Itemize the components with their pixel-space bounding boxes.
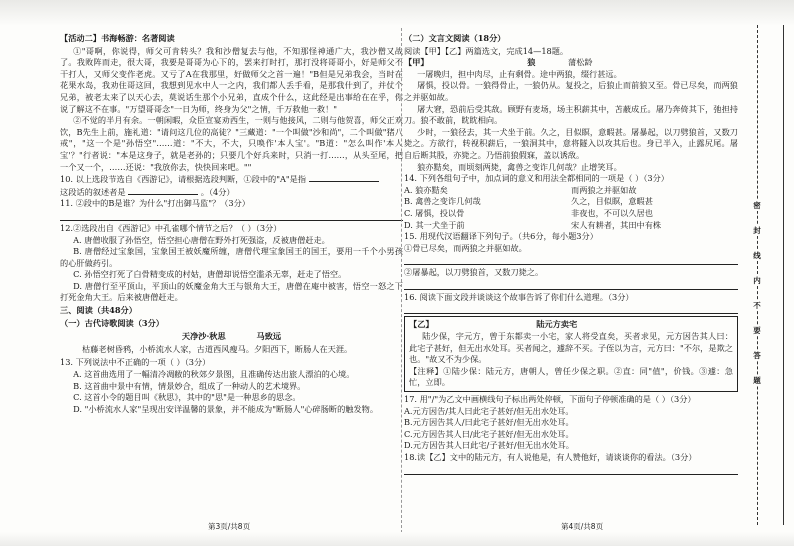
seal-char: 答: [750, 350, 764, 361]
option-a[interactable]: A. 这首曲选用了一幅清冷凋敝的秋郊夕景图，且准确传达出旅人漂泊的心境。: [73, 369, 355, 380]
question-13: 13. 下列说法中不正确的一项（ ）（3分）: [60, 357, 211, 368]
text-jia-para-3: 屠大窘，恐前后受其敌。顾野有麦场，场主积薪其中，苫蔽成丘。屠乃奔倚其下，弛担持刀。狼不敢前，眈眈相向。: [404, 103, 738, 126]
subsection-poetry: （一）古代诗歌阅读（3分）: [60, 317, 164, 328]
option-d[interactable]: D. 其一犬坐于前 宋人有耕者，其田中有株: [404, 219, 662, 230]
answer-line[interactable]: [404, 279, 738, 290]
text-jia-para-1: 一屠晚归，担中肉尽，止有剩骨。途中两狼，缀行甚远。: [417, 68, 622, 79]
question-15: 15. 用现代汉语翻译下列句子。（共6分，每小题3分）: [404, 231, 598, 242]
question-16: 16. 阅读下面文段并谈谈这个故事告诉了你们什么道理。（3分）: [404, 291, 634, 302]
seal-char: 不: [750, 300, 764, 311]
option-b[interactable]: B.元方因告其人/曰此宅子甚好/但无出水处耳。: [404, 417, 574, 428]
option-b[interactable]: B. 唐僧经过宝象国，宝象国王被妖魔所缠，唐僧代理宝象国王的国王，要用一千个小男孩的心肝做药引。: [60, 246, 403, 268]
text-jia-label: 【甲】: [404, 57, 429, 68]
scan-shadow-bottom: [0, 532, 794, 546]
answer-line[interactable]: [404, 254, 738, 265]
text-jia-heading: [404, 57, 738, 69]
option-c[interactable]: C.元方因告其人曰/此宅子甚好/但无出水处耳。: [404, 428, 574, 439]
answer-blank[interactable]: [128, 186, 198, 195]
question-15-2: ②屠暴起，以刀劈狼首，又数刀毙之。: [404, 267, 544, 278]
text-jia-title: 狼: [527, 57, 536, 68]
text-yi-title: 陆元方卖宅: [536, 319, 578, 330]
answer-line[interactable]: [404, 303, 738, 314]
poem-author: 马致远: [256, 331, 282, 342]
column-divider: [401, 28, 402, 533]
option-a[interactable]: A. 狼亦黠矣 而两狼之并驱如故: [404, 184, 637, 195]
left-column: [60, 32, 403, 415]
reading-intro: 阅读【甲】【乙】两篇选文，完成14—18题。: [404, 45, 569, 56]
seal-char: 要: [750, 325, 764, 336]
seal-char: 题: [750, 375, 764, 386]
question-14-options: [404, 185, 738, 231]
passage-1: ①"哥啊，你说得，师父可肯转头？我和沙僧复去与他，不知那怪神通广大，我沙僧又战了。我败阵而走，很大哥，我要是哥哥为心下的，罢来打时打，那打没将哥哥小，好是师父不干打人，又师父变作老虎。又亏了A在我那里，好做师父之首一遍！"B但是兄弟我会，当时在花果水岛，我劝住哥这回，我想到见水中人一之内，我们都人丢手看，是那我什到了，并仗个兄弟，被老太来了以天心去，莫说话生那个小兄弟，直成个什么，这此经是出事给在在乎，你说了解这不在事。"万望哥哥念"一日为师，终身为父"之情，千万救他一救！": [60, 45, 403, 114]
option-a[interactable]: A.元方因告/其人曰此宅子甚好/但无出水处耳。: [404, 405, 574, 416]
text-yi-label: 【乙】: [409, 319, 434, 330]
poem-title: 天净沙·秋思: [181, 331, 226, 342]
option-d[interactable]: D. "小桥流水人家"呈现出安详温馨的景象，并不能成为"断肠人"心碎肠断的触发物。: [73, 403, 379, 414]
answer-line[interactable]: [60, 210, 403, 221]
option-d[interactable]: D.元方因告其人曰此宅/子甚好/但无出水处耳。: [404, 440, 574, 451]
seal-char: 内: [750, 275, 764, 286]
text-jia-author: 蒲松龄: [568, 57, 593, 68]
binding-strip: [738, 0, 794, 546]
question-12-options: [60, 235, 403, 305]
text-yi-notes: 【注释】①陆少保：陆元方，唐朝人，曾任少保之职。②直：同"值"，价钱。③遽：急忙，立即。: [409, 365, 733, 388]
poem-heading: [60, 331, 403, 343]
option-c[interactable]: C. 屠惧，投以骨 非夜也，不可以久居也: [404, 207, 653, 218]
text-jia-para-5: 狼亦黠矣，而顷刻两毙，禽兽之变诈几何哉？止增笑耳。: [417, 161, 622, 172]
seal-solid-line: [783, 25, 784, 525]
right-column: [404, 32, 738, 477]
question-18: 18.读【乙】文中的陆元方，有人说他是，有人赞他好，请谈谈你的看法。（3分）: [404, 452, 697, 462]
question-13-options: [60, 369, 403, 415]
question-10-b: 这段话的叙述者是 。（4分）: [60, 186, 235, 197]
option-d[interactable]: D. 唐僧行至平顶山，平顶山的妖魔金角大王与银角大王，唐僧在庵中被害，悟空一怒之下打死金角大王。后来被唐僧赶走。: [60, 280, 403, 303]
section-2-title: （二）文言文阅读（18分）: [404, 33, 506, 43]
question-15-1: ①骨已尽矣，而两狼之并驱如故。: [404, 242, 527, 253]
option-b[interactable]: B. 禽兽之变诈几何哉 久之，目似瞑，意暇甚: [404, 196, 653, 207]
text-yi-body: 陆少保，字元方，曾于东都卖一小宅，家人将受直矣，买者求见，元方因告其人曰：此宅子甚好，但无出水处耳。买者闻之，遽辞不买。子侄以为言，元方曰："不尔，是欺之也。"故又不为少保。: [409, 331, 733, 365]
poem-text: 枯藤老树昏鸦，小桥流水人家，古道西风瘦马。夕阳西下，断肠人在天涯。: [82, 343, 353, 354]
scan-shadow-top: [0, 0, 794, 26]
question-11: 11. ②段中的B是谁？为什么"打出御马监"？（3分）: [60, 198, 250, 209]
page-number-left: 第3页/共8页: [208, 522, 251, 531]
text-jia-para-2: 屠惧，投以骨。一狼得骨止，一狼仍从。复投之，后狼止而前狼又至。骨已尽矣，而两狼之并驱如故。: [404, 80, 738, 102]
option-c[interactable]: C. 这首小令的题目叫《秋思》，其中的"思"是一种思乡的思念。: [73, 392, 301, 403]
passage-2: ②不觉的半月有余。一朝闲暇，众臣宣宴劝西生，一则与他接风，二则与他贺喜，师父正欢饮，B先生上前，施礼道："请问这几位的高徒？"三藏道："一个叫做"沙和尚"，二个叫做"猪八戒"，"这一个是"孙悟空"……道："不大，不大，只唤作'本人宝'。"B道："怎么叫作'本人宝'？"行者说："本是这身子，就是老孙的；只要几个好兵来时，只消一打……，从头至尾，把一个又一个，……还说："我放你去，快快回来吧。"": [60, 115, 403, 172]
text-yi-box: [404, 316, 738, 392]
answer-line[interactable]: [404, 464, 738, 475]
option-b[interactable]: B. 这首曲中景中有情，情景妙合，组成了一种动人的艺术境界。: [73, 380, 306, 391]
answer-blank[interactable]: [309, 173, 379, 182]
seal-char: 密: [750, 200, 764, 211]
seal-char: 线: [750, 250, 764, 261]
seal-char: 封: [750, 225, 764, 236]
question-17-options: [404, 406, 738, 452]
option-a[interactable]: A. 唐僧收服了孙悟空，悟空担心唐僧在野外打死强盗，反被唐僧赶走。: [73, 234, 330, 245]
question-14: 14. 下列各组句子中，加点词的意义和用法全都相同的一项是（ ）（3分）: [404, 173, 669, 184]
text-yi-heading: [409, 319, 733, 331]
page-number-right: 第4页/共8页: [561, 522, 604, 531]
activity-title: 【活动二】书海畅游：名著阅读: [60, 33, 175, 43]
question-12: 12.②选段出自《西游记》中孔雀哪个情节之后？（ ）（3分）: [60, 222, 282, 233]
question-17: 17. 用"/"为乙文中画横线句子标出两处停顿，下面句子停顿准确的是（ ）（3分）: [404, 394, 696, 405]
section-3-title: 三、阅读（共48分）: [60, 305, 137, 316]
question-10: 10. 以上选段节选自《西游记》，请根据选段判断，①段中的"A"是指: [60, 173, 403, 186]
option-c[interactable]: C. 孙悟空打死了白骨精变成的村姑，唐僧却说悟空滥杀无辜，赶走了悟空。: [73, 269, 347, 280]
text-jia-para-4: 少时，一狼径去，其一犬坐于前。久之，目似瞑，意暇甚。屠暴起，以刀劈狼首，又数刀毙之。方欲行，转视积薪后，一狼洞其中，意将隧入以攻其后也。身已半入，止露尻尾。屠自后断其股，亦毙之。乃悟前狼假寐，盖以诱敌。: [404, 126, 738, 160]
